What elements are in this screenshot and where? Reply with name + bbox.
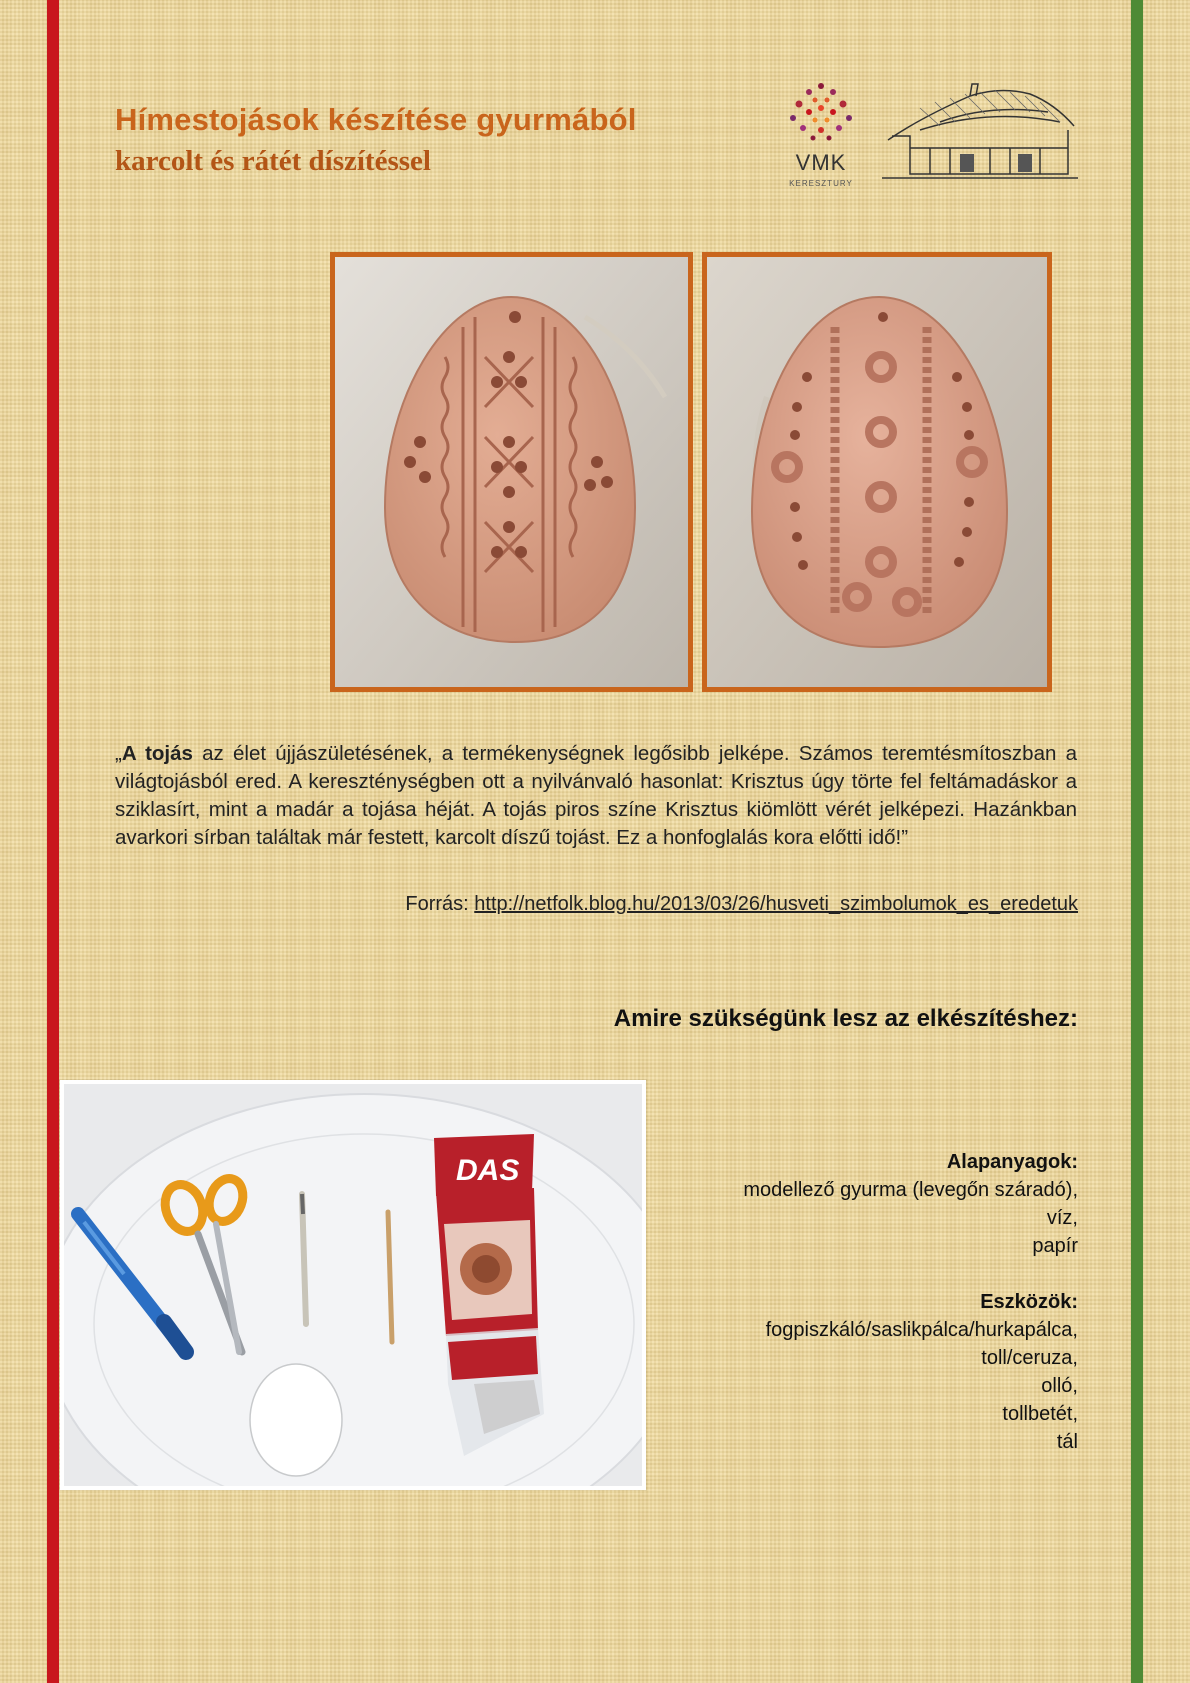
base-material-item: víz, [1046, 1207, 1078, 1229]
source-link[interactable]: http://netfolk.blog.hu/2013/03/26/husveti_szimbolumok_es_eredetuk [474, 893, 1078, 915]
scratched-egg-photo [330, 252, 693, 692]
paper-egg-template [250, 1364, 342, 1476]
tool-item: fogpiszkáló/saslikpálca/hurkapálca, [765, 1319, 1078, 1341]
quote-open-mark: „ [115, 742, 122, 765]
vmk-logo [785, 78, 857, 196]
tool-item: tollbetét, [1002, 1403, 1078, 1425]
das-brand-text: DAS [456, 1154, 520, 1187]
applique-egg-photo [702, 252, 1052, 692]
pen-refill-icon [302, 1194, 306, 1324]
tool-item: toll/ceruza, [981, 1347, 1078, 1369]
tool-item: tál [1056, 1431, 1078, 1453]
plate-shape [64, 1094, 642, 1486]
tool-item: olló, [1041, 1375, 1078, 1397]
needs-heading: Amire szükségünk lesz az elkészítéshez: [613, 1005, 1078, 1032]
quote-paragraph [115, 740, 1077, 852]
vmk-logo-subtext: KERESZTURY [789, 179, 853, 188]
base-material-item: modellező gyurma (levegőn száradó), [743, 1179, 1078, 1201]
source-line [405, 893, 1078, 916]
materials-list [743, 1148, 1078, 1456]
logo-dots-icon [790, 83, 852, 141]
base-materials-heading: Alapanyagok: [946, 1151, 1078, 1173]
base-material-item: papír [1032, 1235, 1078, 1257]
vmk-logo-text: VMK [795, 150, 847, 175]
tools-heading: Eszközök: [980, 1291, 1078, 1313]
house-sketch-logo [880, 78, 1080, 186]
left-red-stripe [47, 0, 59, 1683]
tools-photo [60, 1080, 646, 1490]
quote-bold-lead: A tojás [121, 742, 193, 765]
page-title: Hímestojások készítése gyurmából [115, 102, 637, 137]
right-green-stripe [1131, 0, 1143, 1683]
source-label: Forrás: [405, 893, 475, 915]
page-subtitle: karcolt és rátét díszítéssel [115, 145, 431, 177]
quote-text: az élet újjászületésének, a termékenységnek legősibb jelképe. Számos teremtésmítoszban a világtojásból ered. A kereszténységben ott a nyilvánvaló hasonlat: Krisztus úgy törte fel feltámadáskor a sziklasírt, mint a madár a tojása héját. A tojás piros színe Krisztus kiömlött vérét jelképezi. Hazánkban avarkori sírban találtak már festett, karcolt díszű tojást. Ez a honfoglalás kora előtti idő!” [115, 742, 1077, 849]
